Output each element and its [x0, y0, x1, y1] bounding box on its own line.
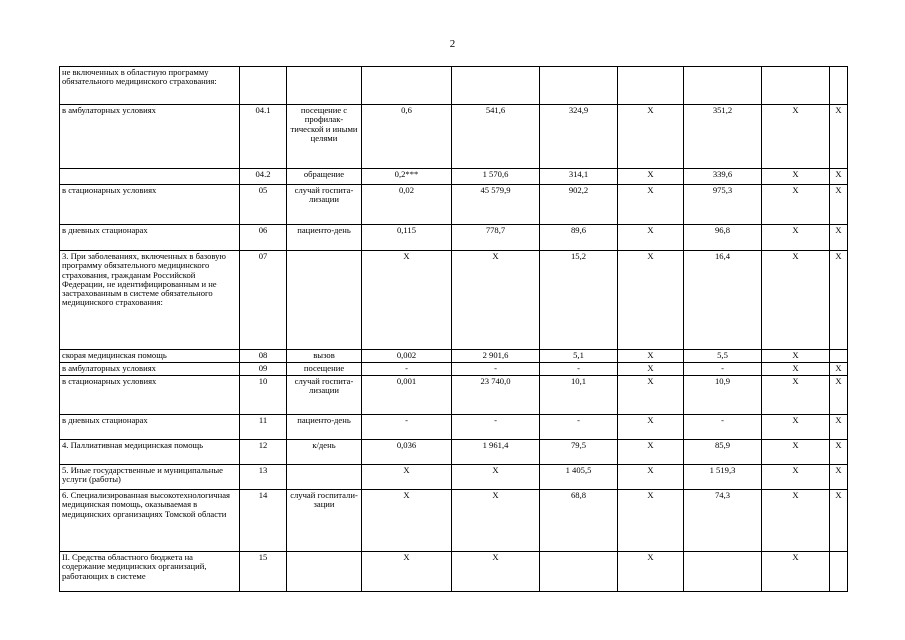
- value-cell: 1 519,3: [684, 465, 762, 490]
- value-cell: X: [762, 376, 830, 415]
- value-cell: X: [762, 185, 830, 225]
- value-cell: X: [452, 251, 540, 350]
- table-row: [60, 465, 848, 490]
- table-row: [60, 440, 848, 465]
- row-code-cell: 04.1: [240, 105, 287, 169]
- row-code-cell: 08: [240, 350, 287, 363]
- row-code-cell: 04.2: [240, 169, 287, 185]
- value-cell: X: [452, 490, 540, 552]
- value-cell: 2 901,6: [452, 350, 540, 363]
- row-name-cell: не включенных в областную программу обязательного медицинского страхования:: [60, 67, 240, 105]
- value-cell: [540, 67, 618, 105]
- value-cell: 10,9: [684, 376, 762, 415]
- row-name-cell: 5. Иные государственные и муниципальные услуги (работы): [60, 465, 240, 490]
- value-cell: 902,2: [540, 185, 618, 225]
- row-code-cell: 11: [240, 415, 287, 440]
- value-cell: X: [618, 169, 684, 185]
- value-cell: X: [762, 552, 830, 592]
- value-cell: 10,1: [540, 376, 618, 415]
- row-name-cell: в стационарных условиях: [60, 376, 240, 415]
- value-cell: X: [830, 490, 848, 552]
- value-cell: X: [362, 465, 452, 490]
- value-cell: 5,1: [540, 350, 618, 363]
- value-cell: X: [618, 490, 684, 552]
- row-name-cell: 4. Паллиативная медицинская помощь: [60, 440, 240, 465]
- value-cell: X: [762, 105, 830, 169]
- row-name-cell: 6. Специализированная высокотехнологичная медицинская помощь, оказываемая в медицинских организациях Томской области: [60, 490, 240, 552]
- value-cell: X: [762, 465, 830, 490]
- value-cell: 1 961,4: [452, 440, 540, 465]
- unit-cell: посещение: [287, 363, 362, 376]
- value-cell: 0,2***: [362, 169, 452, 185]
- value-cell: X: [762, 225, 830, 251]
- value-cell: X: [830, 105, 848, 169]
- value-cell: -: [684, 415, 762, 440]
- row-code-cell: 12: [240, 440, 287, 465]
- table-row: [60, 363, 848, 376]
- value-cell: [362, 67, 452, 105]
- value-cell: 79,5: [540, 440, 618, 465]
- table-row: [60, 185, 848, 225]
- value-cell: 45 579,9: [452, 185, 540, 225]
- unit-cell: случай госпитали-зации: [287, 490, 362, 552]
- value-cell: X: [618, 105, 684, 169]
- value-cell: -: [362, 363, 452, 376]
- table-row: [60, 490, 848, 552]
- row-name-cell: II. Средства областного бюджета на содержание медицинских организаций, работающих в системе: [60, 552, 240, 592]
- value-cell: X: [618, 415, 684, 440]
- value-cell: X: [830, 185, 848, 225]
- row-code-cell: 06: [240, 225, 287, 251]
- row-code-cell: 09: [240, 363, 287, 376]
- value-cell: X: [830, 440, 848, 465]
- row-name-cell: в амбулаторных условиях: [60, 363, 240, 376]
- value-cell: [452, 67, 540, 105]
- row-name-cell: в амбулаторных условиях: [60, 105, 240, 169]
- value-cell: [762, 67, 830, 105]
- value-cell: X: [762, 251, 830, 350]
- row-code-cell: 15: [240, 552, 287, 592]
- value-cell: -: [452, 415, 540, 440]
- value-cell: [540, 552, 618, 592]
- row-code-cell: [240, 67, 287, 105]
- value-cell: 68,8: [540, 490, 618, 552]
- row-name-cell: скорая медицинская помощь: [60, 350, 240, 363]
- value-cell: [830, 350, 848, 363]
- value-cell: X: [618, 376, 684, 415]
- value-cell: X: [762, 363, 830, 376]
- value-cell: 5,5: [684, 350, 762, 363]
- value-cell: X: [830, 465, 848, 490]
- value-cell: 975,3: [684, 185, 762, 225]
- value-cell: X: [830, 251, 848, 350]
- table-row: [60, 225, 848, 251]
- row-name-cell: в стационарных условиях: [60, 185, 240, 225]
- value-cell: X: [618, 440, 684, 465]
- value-cell: 324,9: [540, 105, 618, 169]
- value-cell: 16,4: [684, 251, 762, 350]
- unit-cell: вызов: [287, 350, 362, 363]
- value-cell: 96,8: [684, 225, 762, 251]
- table-row: [60, 552, 848, 592]
- value-cell: X: [762, 350, 830, 363]
- value-cell: 23 740,0: [452, 376, 540, 415]
- value-cell: X: [452, 465, 540, 490]
- value-cell: -: [684, 363, 762, 376]
- value-cell: X: [830, 363, 848, 376]
- value-cell: [684, 552, 762, 592]
- value-cell: X: [830, 225, 848, 251]
- unit-cell: случай госпита-лизации: [287, 185, 362, 225]
- table-row: [60, 350, 848, 363]
- table-row: [60, 67, 848, 105]
- value-cell: [684, 67, 762, 105]
- unit-cell: пациенто-день: [287, 225, 362, 251]
- unit-cell: случай госпита-лизации: [287, 376, 362, 415]
- value-cell: -: [452, 363, 540, 376]
- value-cell: 0,02: [362, 185, 452, 225]
- table-row: [60, 169, 848, 185]
- row-name-cell: в дневных стационарах: [60, 415, 240, 440]
- page-number: 2: [449, 38, 456, 50]
- value-cell: 1 570,6: [452, 169, 540, 185]
- value-cell: 89,6: [540, 225, 618, 251]
- value-cell: X: [618, 225, 684, 251]
- value-cell: X: [618, 251, 684, 350]
- value-cell: [830, 552, 848, 592]
- table-row: [60, 105, 848, 169]
- unit-cell: обращение: [287, 169, 362, 185]
- value-cell: 541,6: [452, 105, 540, 169]
- row-name-cell: [60, 169, 240, 185]
- unit-cell: [287, 67, 362, 105]
- value-cell: -: [362, 415, 452, 440]
- value-cell: 15,2: [540, 251, 618, 350]
- value-cell: X: [830, 415, 848, 440]
- value-cell: X: [618, 350, 684, 363]
- row-code-cell: 10: [240, 376, 287, 415]
- value-cell: 0,002: [362, 350, 452, 363]
- value-cell: X: [762, 440, 830, 465]
- value-cell: X: [830, 169, 848, 185]
- unit-cell: пациенто-день: [287, 415, 362, 440]
- value-cell: 0,036: [362, 440, 452, 465]
- row-code-cell: 07: [240, 251, 287, 350]
- value-cell: X: [618, 185, 684, 225]
- row-code-cell: 13: [240, 465, 287, 490]
- value-cell: 0,6: [362, 105, 452, 169]
- value-cell: 74,3: [684, 490, 762, 552]
- value-cell: 0,115: [362, 225, 452, 251]
- value-cell: 314,1: [540, 169, 618, 185]
- value-cell: X: [762, 169, 830, 185]
- value-cell: X: [618, 465, 684, 490]
- value-cell: -: [540, 363, 618, 376]
- row-name-cell: 3. При заболеваниях, включенных в базовую программу обязательного медицинского страхования, гражданам Российской Федерации, не идентифицированным и не застрахованным в системе обязательного медицинского страхования:: [60, 251, 240, 350]
- unit-cell: [287, 251, 362, 350]
- value-cell: X: [830, 376, 848, 415]
- value-cell: X: [618, 363, 684, 376]
- value-cell: X: [362, 552, 452, 592]
- value-cell: [618, 67, 684, 105]
- table-row: [60, 415, 848, 440]
- value-cell: X: [618, 552, 684, 592]
- row-name-cell: в дневных стационарах: [60, 225, 240, 251]
- value-cell: 351,2: [684, 105, 762, 169]
- row-code-cell: 05: [240, 185, 287, 225]
- value-cell: [830, 67, 848, 105]
- value-cell: 85,9: [684, 440, 762, 465]
- unit-cell: посещение с профилак-тической и иными целями: [287, 105, 362, 169]
- value-cell: X: [762, 415, 830, 440]
- unit-cell: [287, 465, 362, 490]
- table-row: [60, 251, 848, 350]
- value-cell: 1 405,5: [540, 465, 618, 490]
- financing-table: [59, 66, 848, 592]
- value-cell: X: [362, 251, 452, 350]
- value-cell: 339,6: [684, 169, 762, 185]
- table-row: [60, 376, 848, 415]
- value-cell: X: [762, 490, 830, 552]
- unit-cell: к/день: [287, 440, 362, 465]
- unit-cell: [287, 552, 362, 592]
- value-cell: -: [540, 415, 618, 440]
- value-cell: X: [362, 490, 452, 552]
- row-code-cell: 14: [240, 490, 287, 552]
- value-cell: 778,7: [452, 225, 540, 251]
- value-cell: X: [452, 552, 540, 592]
- value-cell: 0,001: [362, 376, 452, 415]
